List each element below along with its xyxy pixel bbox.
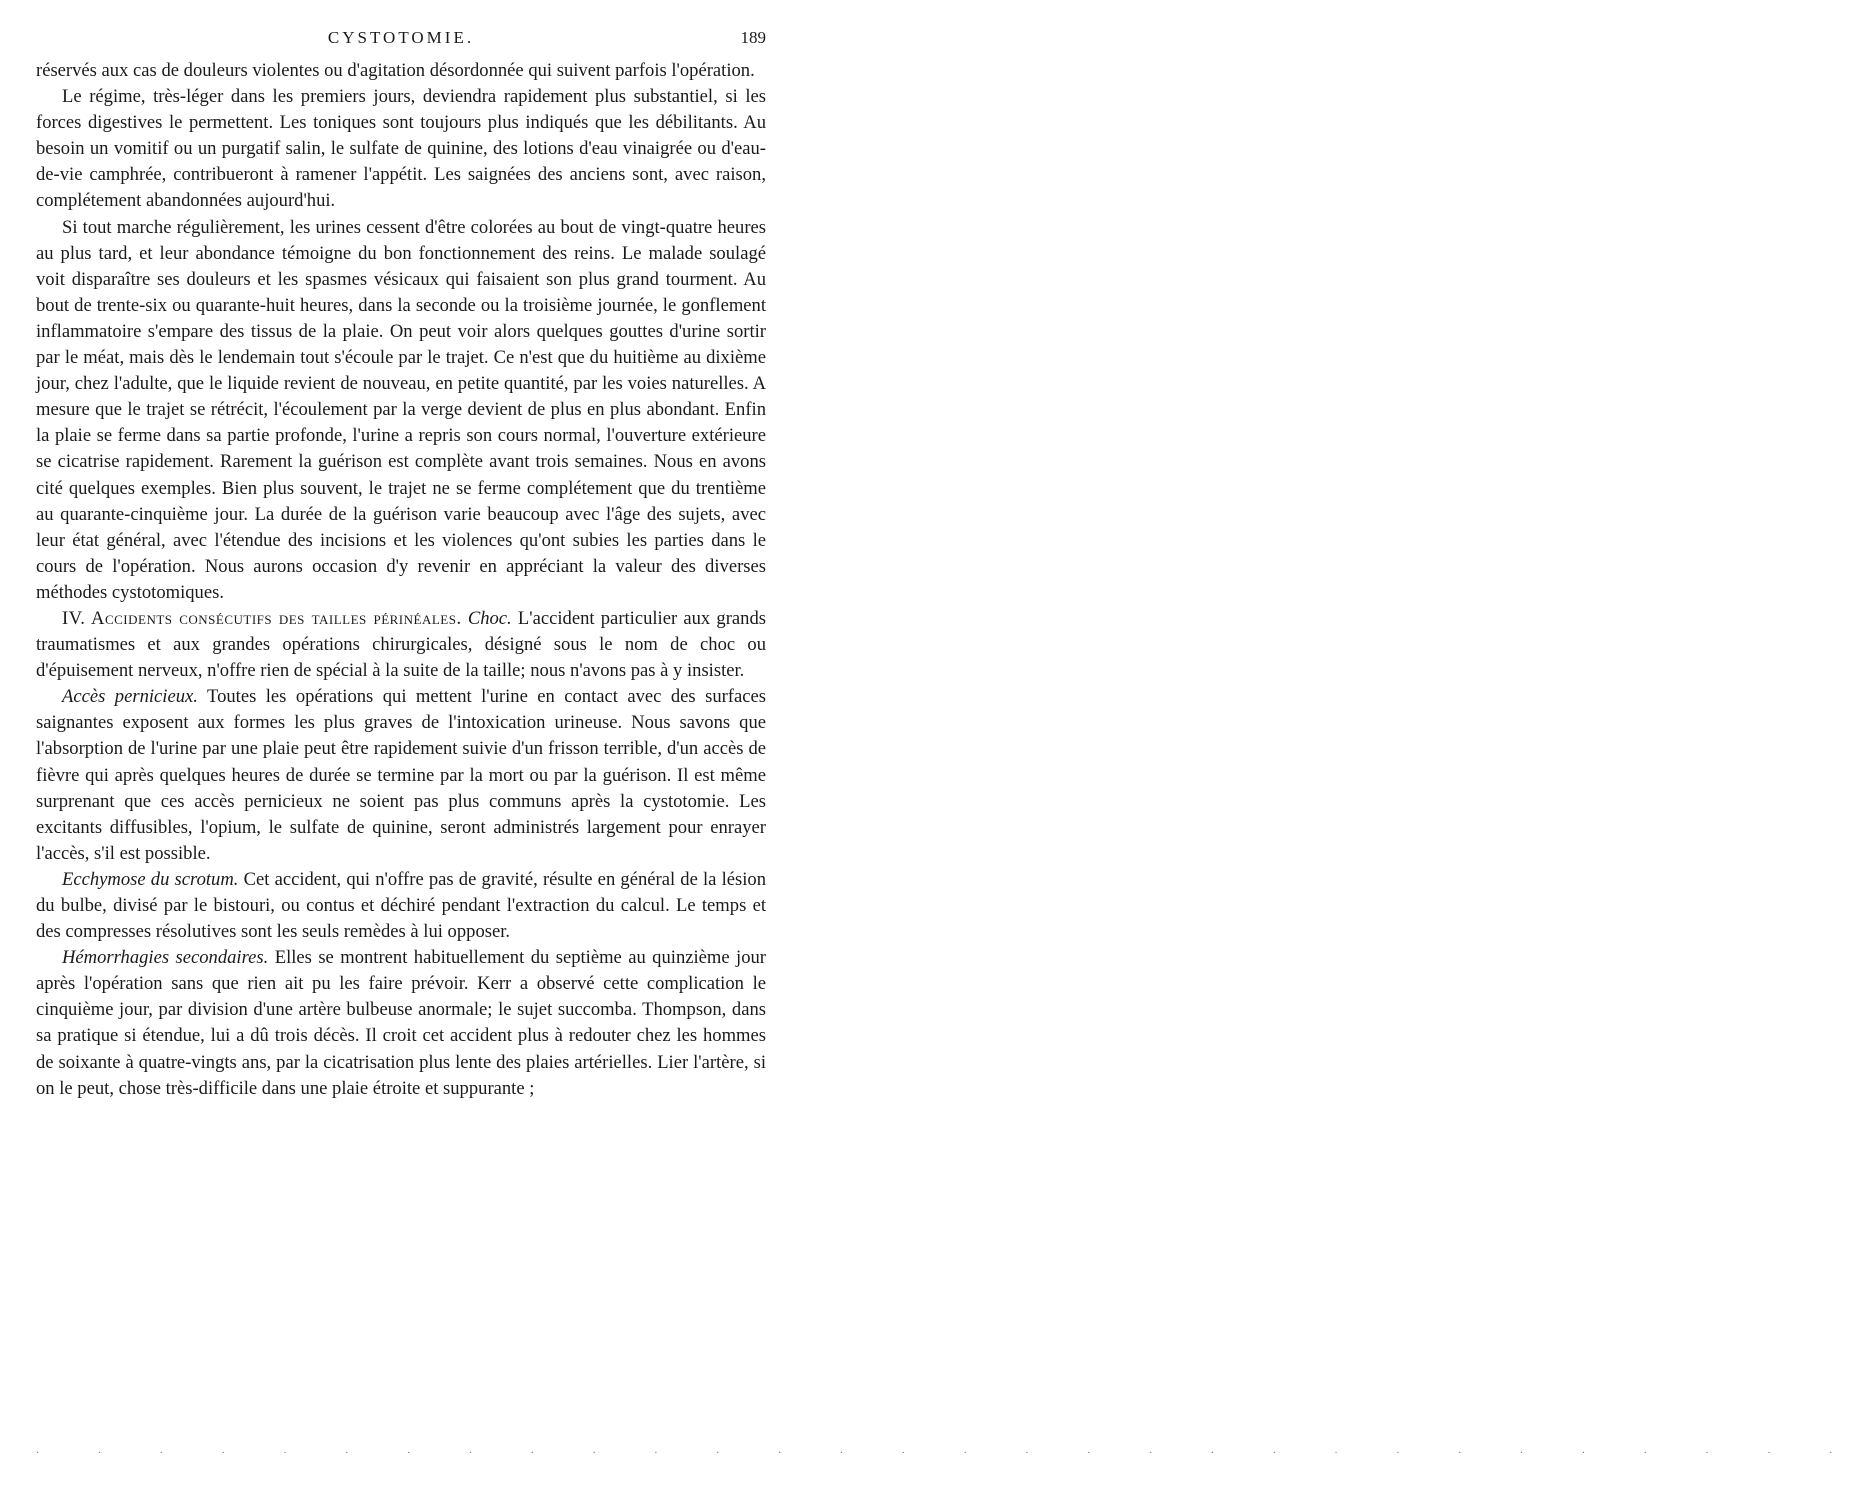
paragraph	[36, 867, 766, 945]
paragraph-text: L'accident particulier aux grands traumatismes et aux grandes opérations chirurgicales, désigné sous le nom de choc ou d'épuisement nerveux, n'offre rien de spécial à la suite de la taille; nous n'avons pas à y insister.	[36, 607, 766, 682]
body-text	[36, 58, 766, 1102]
paragraph	[36, 58, 766, 84]
section-heading: IV. Accidents consécutifs des tailles périnéales.	[62, 607, 462, 629]
subsection-heading: Hémorrhagies secondaires.	[62, 947, 269, 969]
paragraph	[36, 945, 766, 1102]
running-title: CYSTOTOMIE.	[327, 28, 475, 47]
scan-speckles: · · · · · · · · · · · · · · · · · · · · · · · · · · · · · ·	[36, 1448, 1860, 1459]
paragraph-text: Elles se montrent habituellement du septième au quinzième jour après l'opération sans que rien ait pu les faire prévoir. Kerr a observé cette complication le cinquième jour, par division d'une artère bulbeuse anormale; le sujet succomba. Thompson, dans sa pratique si étendue, lui a dû trois décès. Il croit cet accident plus à redouter chez les hommes de soixante à quatre-vingts ans, par la cicatrisation plus lente des plaies artérielles. Lier l'artère, si on le peut, chose très-difficile dans une plaie étroite et suppurante ;	[36, 947, 766, 1099]
paragraph-text: Si tout marche régulièrement, les urines cessent d'être colorées au bout de vingt-quatre heures au plus tard, et leur abondance témoigne du bon fonctionnement des reins. Le malade soulagé voit disparaître ses douleurs et les spasmes vésicaux qui faisaient son plus grand tourment. Au bout de trente-six ou quarante-huit heures, dans la seconde ou la troisième journée, le gonflement inflammatoire s'empare des tissus de la plaie. On peut voir alors quelques gouttes d'urine sortir par le méat, mais dès le lendemain tout s'écoule par le trajet. Ce n'est que du huitième au dixième jour, chez l'adulte, que le liquide revient de nouveau, en petite quantité, par les voies naturelles. A mesure que le trajet se rétrécit, l'écoulement par la verge devient de plus en plus abondant. Enfin la plaie se ferme dans sa partie profonde, l'urine a repris son cours normal, l'ouverture extérieure se cicatrise rapidement. Rarement la guérison est complète avant trois semaines. Nous en avons cité quelques exemples. Bien plus souvent, le trajet ne se ferme complétement que du trentième au quarante-cinquième jour. La durée de la guérison varie beaucoup avec l'âge des sujets, avec leur état général, avec l'étendue des incisions et les violences qu'ont subies les parties dans le cours de l'opération. Nous aurons occasion d'y revenir en appréciant la valeur des diverses méthodes cystotomiques.	[36, 216, 766, 603]
subsection-heading: Accès pernicieux.	[62, 686, 198, 708]
running-head	[36, 28, 766, 58]
paragraph	[36, 684, 766, 867]
paragraph	[36, 606, 766, 684]
book-page	[36, 28, 766, 1102]
subsection-heading: Choc.	[467, 607, 512, 629]
subsection-heading: Ecchymose du scrotum.	[62, 868, 239, 890]
paragraph-text: réservés aux cas de douleurs violentes ou d'agitation désordonnée qui suivent parfois l'opération.	[36, 60, 755, 81]
paragraph-text: Cet accident, qui n'offre pas de gravité, résulte en général de la lésion du bulbe, divisé par le bistouri, ou contus et déchiré pendant l'extraction du calcul. Le temps et des compresses résolutives sont les seuls remèdes à lui opposer.	[36, 868, 766, 943]
paragraph-text: Toutes les opérations qui mettent l'urine en contact avec des surfaces saignantes exposent aux formes les plus graves de l'intoxication urineuse. Nous savons que l'absorption de l'urine par une plaie peut être rapidement suivie d'un frisson terrible, d'un accès de fièvre qui après quelques heures de durée se termine par la mort ou par la guérison. Il est même surprenant que ces accès pernicieux ne soient pas plus communs après la cystotomie. Les excitants diffusibles, l'opium, le sulfate de quinine, seront administrés largement pour enrayer l'accès, s'il est possible.	[36, 686, 766, 864]
page-number: 189	[740, 28, 766, 47]
paragraph	[36, 215, 766, 606]
paragraph-text: Le régime, très-léger dans les premiers jours, deviendra rapidement plus substantiel, si les forces digestives le permettent. Les toniques sont toujours plus indiqués que les débilitants. Au besoin un vomitif ou un purgatif salin, le sulfate de quinine, des lotions d'eau vinaigrée ou d'eau-de-vie camphrée, contribueront à ramener l'appétit. Les saignées des anciens sont, avec raison, complétement abandonnées aujourd'hui.	[36, 86, 766, 212]
paragraph	[36, 84, 766, 214]
